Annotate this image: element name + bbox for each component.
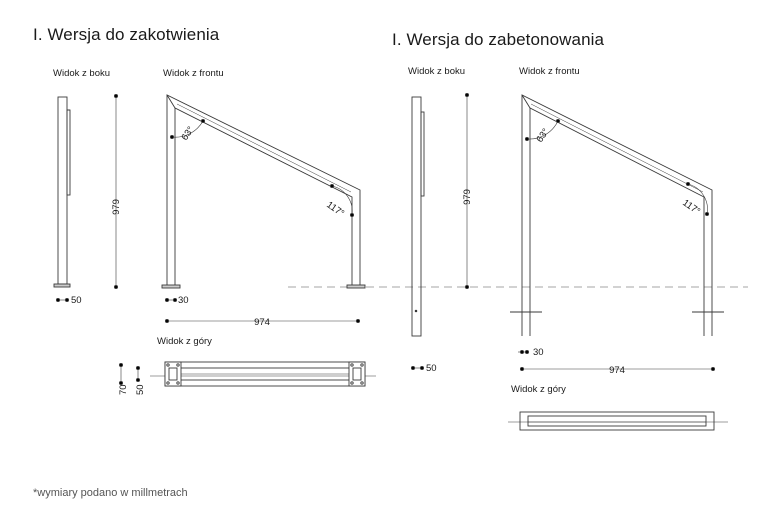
right-angle-top-label: 63° — [534, 126, 552, 145]
left-top-view-label: Widok z góry — [157, 336, 212, 347]
left-front-view-label: Widok z frontu — [163, 68, 224, 79]
right-side-width-dim — [411, 366, 423, 369]
right-side-width-label: 50 — [426, 363, 437, 374]
left-height-dim — [114, 94, 117, 288]
left-side-view-label: Widok z boku — [53, 68, 111, 79]
left-angle-bottom-label: 117° — [324, 199, 347, 220]
left-side-view — [54, 97, 70, 287]
left-post-width-dim — [165, 298, 176, 301]
footnote: *wymiary podano w millmetrach — [33, 487, 188, 499]
right-top-view — [508, 412, 728, 430]
right-section-title: I. Wersja do zabetonowania — [392, 30, 605, 49]
left-plate-inner-label: 50 — [135, 384, 146, 395]
left-post-width-label: 30 — [178, 295, 189, 306]
left-front-frame — [162, 95, 365, 288]
right-angle-bottom-label: 117° — [680, 197, 703, 218]
left-section-title: I. Wersja do zakotwienia — [33, 25, 220, 44]
right-top-view-label: Widok z góry — [511, 384, 566, 395]
right-front-view-label: Widok z frontu — [519, 66, 580, 77]
left-side-width-dim — [56, 298, 68, 301]
left-plate-outer-label: 70 — [118, 384, 129, 395]
left-angle-top-label: 63° — [179, 124, 197, 143]
right-height-label: 979 — [462, 189, 473, 205]
left-width-label: 974 — [254, 317, 270, 328]
right-side-view — [412, 97, 424, 336]
left-plate-dims — [119, 363, 139, 384]
left-side-width-label: 50 — [71, 295, 82, 306]
right-post-width-label: 30 — [533, 347, 544, 358]
left-height-label: 979 — [111, 199, 122, 215]
right-post-width-dim — [518, 350, 529, 353]
left-top-view — [150, 362, 376, 386]
right-side-view-label: Widok z boku — [408, 66, 466, 77]
right-width-label: 974 — [609, 365, 625, 376]
